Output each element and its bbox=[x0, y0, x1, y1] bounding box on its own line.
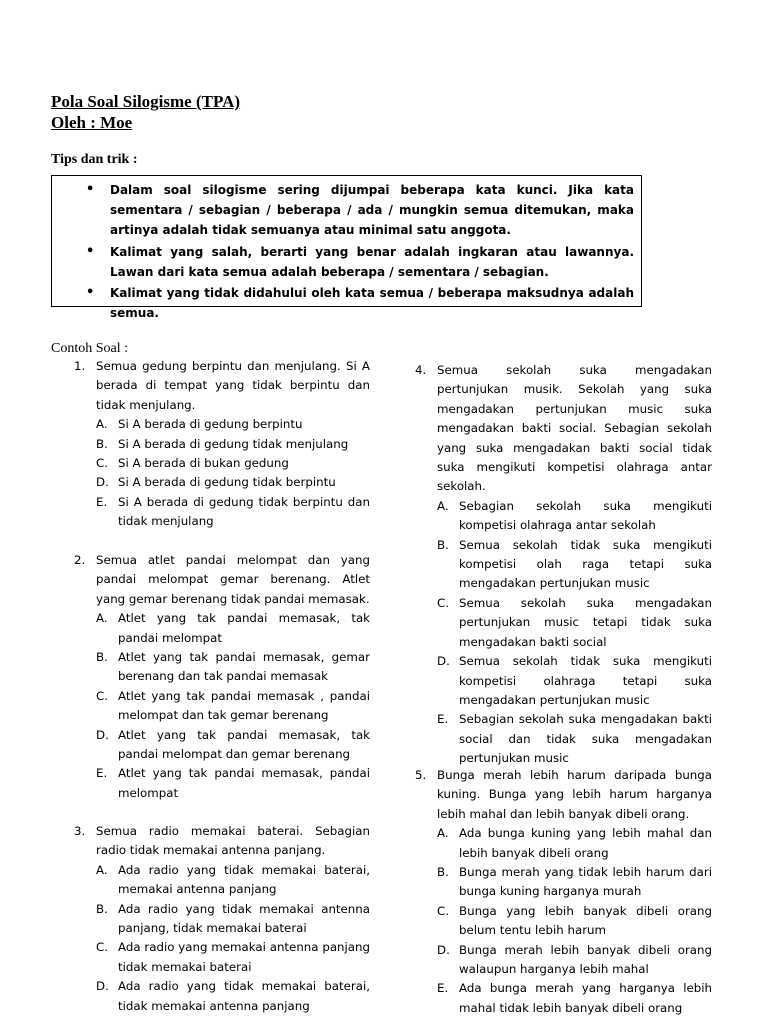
question-number: 2. bbox=[74, 553, 86, 567]
option-text: Ada bunga kuning yang lebih mahal dan lebih banyak dibeli orang bbox=[459, 826, 712, 860]
option-letter: C. bbox=[437, 903, 449, 918]
answer-option bbox=[74, 726, 370, 765]
question-4 bbox=[415, 361, 712, 769]
answer-option bbox=[74, 454, 370, 473]
answer-option bbox=[74, 435, 370, 454]
question-3 bbox=[74, 822, 370, 1016]
question-number: 5. bbox=[415, 768, 427, 782]
question-stem bbox=[74, 357, 370, 415]
answer-option bbox=[415, 710, 712, 768]
option-text: Ada radio yang memakai antenna panjang tidak memakai baterai bbox=[118, 940, 370, 974]
answer-option bbox=[74, 648, 370, 687]
option-text: Si A berada di gedung berpintu bbox=[118, 417, 303, 432]
option-letter: D. bbox=[96, 475, 109, 490]
option-text: Bunga merah yang tidak lebih harum dari bunga kuning harganya murah bbox=[459, 865, 712, 899]
answer-option bbox=[74, 977, 370, 1016]
option-letter: A. bbox=[96, 611, 108, 626]
question-stem bbox=[415, 766, 712, 824]
option-text: Si A berada di bukan gedung bbox=[118, 456, 289, 471]
option-text: Ada radio yang tidak memakai baterai, tidak memakai antenna panjang bbox=[118, 979, 370, 1013]
document-author: Oleh : Moe bbox=[51, 113, 133, 132]
option-text: Si A berada di gedung tidak berpintu dan tidak menjulang bbox=[118, 494, 370, 529]
tips-box bbox=[51, 175, 642, 320]
option-letter: C. bbox=[96, 456, 108, 471]
document-title: Pola Soal Silogisme (TPA) bbox=[51, 92, 241, 111]
answer-option bbox=[415, 941, 712, 980]
option-letter: E. bbox=[437, 712, 449, 727]
question-text: Semua radio memakai baterai. Sebagian radio tidak memakai antenna panjang. bbox=[96, 824, 370, 858]
answer-option bbox=[74, 938, 370, 977]
question-number: 3. bbox=[74, 824, 86, 838]
option-text: Atlet yang tak pandai memasak, tak pandai melompat dan gemar berenang bbox=[118, 727, 370, 762]
answer-option bbox=[415, 536, 712, 594]
option-text: Semua sekolah tidak suka mengikuti kompetisi olahraga tetapi suka mengadakan pertunjukan music bbox=[459, 654, 712, 707]
tip-item: • Kalimat yang salah, berarti yang benar adalah ingkaran atau lawannya. Lawan dari kata semua adalah beberapa / sementara / sebagian. bbox=[110, 242, 634, 282]
option-text: Ada bunga merah yang harganya lebih mahal tidak lebih banyak dibeli orang bbox=[459, 981, 712, 1015]
option-text: Si A berada di gedung tidak berpintu bbox=[118, 475, 336, 490]
option-letter: B. bbox=[96, 650, 108, 665]
question-1 bbox=[74, 357, 370, 532]
option-letter: A. bbox=[96, 862, 108, 877]
question-number: 4. bbox=[415, 363, 427, 377]
option-text: Sebagian sekolah suka mengikuti kompetisi olahraga antar sekolah bbox=[459, 498, 712, 533]
answer-option bbox=[415, 652, 712, 710]
question-number: 1. bbox=[74, 359, 86, 373]
answer-option bbox=[74, 861, 370, 900]
question-text: Semua gedung berpintu dan menjulang. Si A berada di tempat yang tidak berpintu dan tidak menjulang. bbox=[96, 359, 370, 412]
option-letter: D. bbox=[437, 654, 450, 669]
answer-option bbox=[415, 863, 712, 902]
option-letter: D. bbox=[96, 727, 109, 742]
answer-option bbox=[74, 415, 370, 434]
option-letter: E. bbox=[96, 766, 108, 781]
answer-option bbox=[74, 900, 370, 939]
answer-option bbox=[415, 979, 712, 1018]
option-letter: E. bbox=[96, 494, 108, 509]
answer-option bbox=[74, 473, 370, 492]
answer-option bbox=[415, 902, 712, 941]
option-text: Ada radio yang tidak memakai antenna panjang, tidak memakai baterai bbox=[118, 901, 370, 936]
option-text: Bunga yang lebih banyak dibeli orang belum tentu lebih harum bbox=[459, 903, 712, 938]
option-letter: E. bbox=[437, 981, 449, 996]
answer-option bbox=[74, 687, 370, 726]
question-text: Bunga merah lebih harum daripada bunga kuning. Bunga yang lebih harum harganya lebih mahal dan lebih banyak dibeli orang. bbox=[437, 768, 712, 821]
option-letter: C. bbox=[96, 940, 108, 955]
option-letter: D. bbox=[96, 979, 109, 994]
tip-item: • Dalam soal silogisme sering dijumpai beberapa kata kunci. Jika kata sementara / sebagian / beberapa / ada / mungkin semua ditemukan, maka artinya adalah tidak semuanya atau minimal satu anggota. bbox=[110, 180, 634, 240]
option-text: Atlet yang tak pandai memasak, pandai melompat bbox=[118, 766, 370, 800]
question-stem bbox=[74, 822, 370, 861]
option-text: Semua sekolah suka mengadakan pertunjukan music tetapi tidak suka mengadakan bakti social bbox=[459, 595, 712, 649]
option-letter: A. bbox=[437, 498, 449, 513]
option-text: Bunga merah lebih banyak dibeli orang walaupun harganya lebih mahal bbox=[459, 942, 712, 977]
option-text: Atlet yang tak pandai memasak, tak pandai melompat bbox=[118, 611, 370, 645]
option-text: Sebagian sekolah suka mengadakan bakti social dan tidak suka mengadakan pertunjukan music bbox=[459, 712, 712, 766]
option-text: Semua sekolah tidak suka mengikuti kompetisi olah raga tetapi suka mengadakan pertunjukan music bbox=[459, 537, 712, 591]
option-text: Atlet yang tak pandai memasak , pandai melompat dan tak gemar berenang bbox=[118, 688, 370, 723]
option-text: Si A berada di gedung tidak menjulang bbox=[118, 436, 349, 451]
question-text: Semua atlet pandai melompat dan yang pandai melompat gemar berenang. Atlet yang gemar berenang tidak pandai memasak. bbox=[96, 553, 370, 606]
answer-option bbox=[415, 594, 712, 652]
answer-option bbox=[74, 764, 370, 803]
option-letter: C. bbox=[96, 688, 108, 703]
option-letter: B. bbox=[96, 901, 108, 916]
question-stem bbox=[74, 551, 370, 609]
option-letter: A. bbox=[96, 417, 108, 432]
question-2 bbox=[74, 551, 370, 803]
answer-option bbox=[415, 497, 712, 536]
tip-item: • Kalimat yang tidak didahului oleh kata semua / beberapa maksudnya adalah semua. bbox=[110, 283, 634, 323]
answer-option bbox=[74, 609, 370, 648]
answer-option bbox=[415, 824, 712, 863]
answer-option bbox=[74, 493, 370, 532]
option-letter: B. bbox=[96, 436, 108, 451]
option-letter: B. bbox=[437, 865, 449, 880]
examples-heading: Contoh Soal : bbox=[51, 341, 129, 356]
question-5 bbox=[415, 766, 712, 1018]
question-stem bbox=[415, 361, 712, 497]
option-letter: C. bbox=[437, 595, 449, 610]
option-text: Atlet yang tak pandai memasak, gemar berenang dan tak pandai memasak bbox=[118, 650, 370, 684]
option-text: Ada radio yang tidak memakai baterai, memakai antenna panjang bbox=[118, 862, 370, 897]
option-letter: B. bbox=[437, 537, 449, 552]
tips-heading: Tips dan trik : bbox=[51, 152, 138, 167]
option-letter: A. bbox=[437, 826, 449, 841]
option-letter: D. bbox=[437, 942, 450, 957]
question-text: Semua sekolah suka mengadakan pertunjukan musik. Sekolah yang suka mengadakan pertunjukan music suka mengadakan bakti social. Sebagian sekolah yang suka mengadakan bakti social tidak suka mengikuti kompetisi olahraga antar sekolah. bbox=[437, 363, 712, 494]
